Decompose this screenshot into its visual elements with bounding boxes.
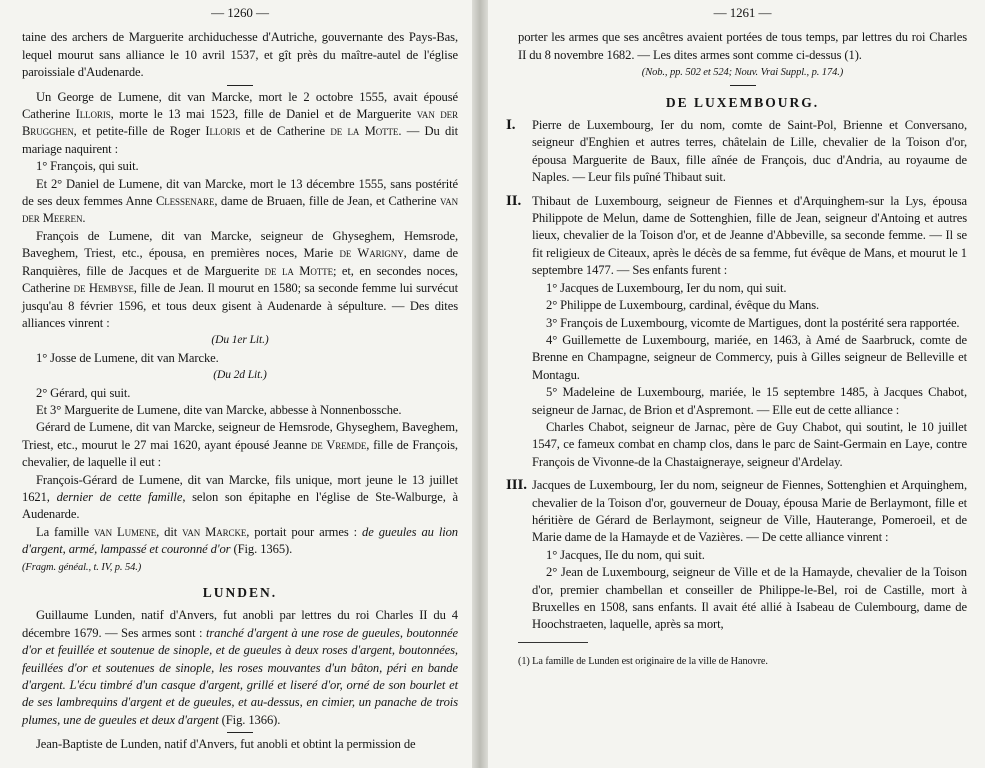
divider: [227, 85, 253, 86]
paragraph: 1° Josse de Lumene, dit van Marcke.: [36, 350, 219, 365]
divider: [730, 85, 756, 86]
paragraph: 1° François, qui suit.: [36, 159, 139, 174]
page-number-left: — 1260 —: [211, 5, 269, 20]
lit-label: (Du 2d Lit.): [213, 369, 267, 382]
paragraph: Jacques de Luxembourg, Ier du nom, seigneur de Fiennes, Sottenghien et Arquinghem, chevalier de la Toison d'or, gouverneur de Douay, épousa Marie de Berlaymont, fille et héritière de Gérard de Berlaymont, seigneur de Ville, Hauterange, Pomeroeil, et de Marie dame de la Hamayde et de Vazières. — De cette alliance vinrent :: [532, 478, 967, 545]
list-item: 2° Philippe de Luxembourg, cardinal, évêque du Mans.: [546, 298, 820, 313]
right-page: [488, 0, 985, 768]
section-heading-luxembourg: DE LUXEMBOURG.: [665, 94, 820, 110]
generation-numeral: II.: [506, 192, 522, 209]
list-item: 1° Jacques, IIe du nom, qui suit.: [546, 547, 705, 562]
paragraph: Un George de Lumene, dit van Marcke, mort le 2 octobre 1555, avait épousé Catherine Illoris, morte le 13 mai 1523, fille de Daniel et de Marguerite van der Brugghen, et petite-fille de Roger Illoris et de Catherine de la Motte. — Du dit mariage naquirent :: [22, 89, 459, 156]
left-page: [0, 0, 472, 768]
page-number-right: — 1261 —: [713, 5, 772, 20]
list-item: 5° Madeleine de Luxembourg, mariée, le 15 septembre 1485, à Jacques Chabot, seigneur de Jarnac, de Brion et d'Aspremont. — Elle eut de cette alliance :: [532, 385, 967, 417]
footnote-divider: [518, 642, 588, 643]
paragraph: Guillaume Lunden, natif d'Anvers, fut anobli par lettres du roi Charles II du 4 décembre 1679. — Ses armes sont : tranché d'argent à une rose de gueules, boutonnée d'or et feuillée et soutenue de sinople, et de gueules à deux roses d'argent, boutonnées, feuillées d'or et soutenues de sinople, les roses mouvantes d'un bâton, péri en bande d'argent. L'écu timbré d'un casque d'argent, grillé et liseré d'or, orné de son bourlet et de ses lambrequins d'argent et de gueules, et au-dessus, en cimier, un panache de trois plumes, une de gueules et deux d'argent (Fig. 1366).: [22, 608, 458, 727]
lit-label: (Du 1er Lit.): [211, 334, 269, 347]
list-item: Charles Chabot, seigneur de Jarnac, père de Guy Chabot, qui soutint, le 10 juillet 1547, ce fameux combat en champ clos, dans le parc de Saint-Germain en Laye, contre François de Vivonne-de la Chastaigneraye, seigneur d'Ardelay.: [532, 419, 967, 469]
footnote: (1) La famille de Lunden est originaire de la ville de Hanovre.: [518, 655, 768, 667]
paragraph: La famille van Lumene, dit van Marcke, portait pour armes : de gueules au lion d'argent, armé, lampassé et couronné d'or (Fig. 1365).: [22, 524, 459, 557]
divider: [227, 732, 253, 733]
genealogy-entry-3: [506, 477, 967, 634]
list-item: 4° Guillemette de Luxembourg, mariée, en 1463, à Amé de Saarbruck, comte de Brenne en Champagne, seigneur de Commercy, puis à Gilles seigneur de Belleville et Montagu.: [532, 332, 967, 382]
list-item: 1° Jacques de Luxembourg, Ier du nom, qui suit.: [546, 280, 787, 295]
paragraph: Jean-Baptiste de Lunden, natif d'Anvers, fut anobli et obtint la permission de: [36, 737, 416, 752]
paragraph: Gérard de Lumene, dit van Marcke, seigneur de Hemsrode, Ghyseghem, Baveghem, Triest, etc., mourut le 27 mai 1620, ayant épousé Jeanne de Vremde, fille de François, chevalier, de laquelle il eut :: [22, 420, 458, 470]
source-citation: (Nob., pp. 502 et 524; Nouv. Vrai Suppl., p. 174.): [641, 67, 844, 79]
paragraph: François de Lumene, dit van Marcke, seigneur de Ghyseghem, Hemsrode, Baveghem, Triest, etc., épousa, en premières noces, Marie de Warigny, dame de Ranquières, fille de Jacques et de Marguerite de la Motte; et, en secondes noces, Catherine de Hembyse, fille de Jean. Il mourut en 1580; sa seconde femme lui survécut jusqu'au 8 février 1596, et tous deux gisent à Audenarde à sépulture. — Des dites alliances vinrent :: [22, 228, 458, 330]
generation-numeral: III.: [506, 477, 527, 494]
section-heading-lunden: LUNDEN.: [202, 585, 278, 600]
paragraph: taine des archers de Marguerite archiduchesse d'Autriche, gouvernante des Pays-Bas, lequel mourut sans alliance le 10 avril 1537, et gît près du maître-autel de l'église paroissiale d'Audenarde.: [22, 30, 458, 80]
paragraph: Et 2° Daniel de Lumene, dit van Marcke, mort le 13 décembre 1555, sans postérité de ses deux femmes Anne Clessenare, dame de Bruaen, fille de Jean, et Catherine van der Meeren.: [22, 176, 459, 226]
paragraph: porter les armes que ses ancêtres avaient portées de tous temps, par lettres du roi Charles II du 8 novembre 1682. — Les dites armes sont comme ci-dessus (1).: [518, 30, 967, 62]
genealogy-entry-1: [506, 117, 967, 187]
list-item: 2° Jean de Luxembourg, seigneur de Ville et de la Hamayde, chevalier de la Toison d'or, premier chambellan et conseiller de Philippe-le-Bel, roi de Castille, mort à Bruxelles en 1508, sans enfants. Il avait été allié à Isabeau de Culembourg, dame de Hoochstraeten, laquelle, après sa mort,: [532, 565, 967, 632]
book-gutter: [472, 0, 488, 768]
paragraph: Et 3° Marguerite de Lumene, dite van Marcke, abbesse à Nonnenbossche.: [36, 402, 402, 417]
genealogy-entry-2: [506, 192, 967, 472]
paragraph: Thibaut de Luxembourg, seigneur de Fiennes et d'Arquinghem-sur la Lys, épousa Philippote de Melun, dame de Sottenghien, fille de Jean, seigneur d'Antoing et autres lieux, chevalier de la Toison d'or, et de Jeanne d'Abbeville, sa seconde femme. — Il se fit religieux de Citeaux, après le décès de sa femme, fut évêque de Mans, et mourut le 1 septembre 1477. — Ses enfants furent :: [532, 193, 967, 278]
list-item: 3° François de Luxembourg, vicomte de Martigues, dont la postérité sera rapportée.: [546, 315, 960, 330]
paragraph: 2° Gérard, qui suit.: [36, 385, 131, 400]
generation-numeral: I.: [506, 117, 516, 134]
paragraph: François-Gérard de Lumene, dit van Marcke, fils unique, mort jeune le 13 juillet 1621, dernier de cette famille, selon son épitaphe en l'église de Ste-Walburge, à Audenarde.: [22, 472, 458, 522]
source-citation: (Fragm. généal., t. IV, p. 54.): [22, 561, 142, 573]
paragraph: Pierre de Luxembourg, Ier du nom, comte de Saint-Pol, Brienne et Conversano, seigneur d'Enghien et autres terres, châtelain de Lille, chevalier de la Toison d'or, épousa Marguerite de Baux, fille aînée de François, duc d'Andria, au royaume de Naples. — Leur fils puîné Thibaut suit.: [532, 118, 967, 185]
